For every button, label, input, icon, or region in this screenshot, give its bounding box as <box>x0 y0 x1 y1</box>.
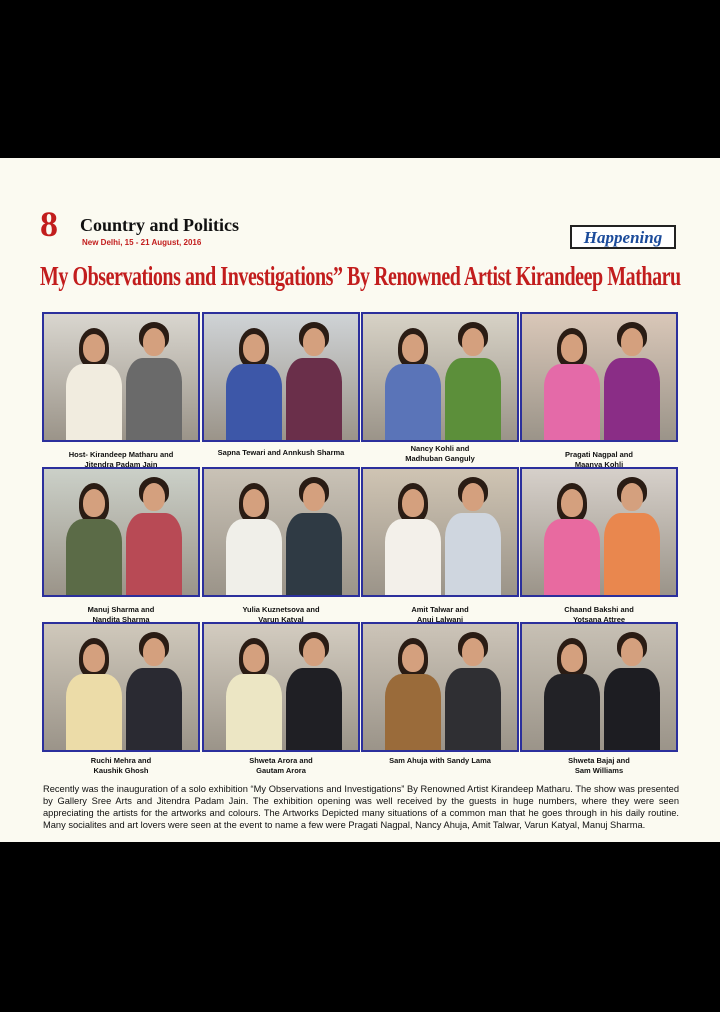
person-silhouette <box>66 473 122 595</box>
caption-line: Jitendra Padam Jain <box>84 460 158 469</box>
person-silhouette <box>604 318 660 440</box>
caption-line: Pragati Nagpal and <box>565 450 633 459</box>
person-silhouette <box>604 628 660 750</box>
person-silhouette <box>544 628 600 750</box>
caption-line: Shweta Arora and <box>249 756 313 765</box>
event-photo <box>42 312 200 442</box>
caption-line: Sapna Tewari and Annkush Sharma <box>217 448 345 457</box>
newspaper-page <box>0 158 720 842</box>
person-silhouette <box>226 318 282 440</box>
person-silhouette <box>544 473 600 595</box>
person-silhouette <box>385 318 441 440</box>
event-photo <box>42 622 200 752</box>
event-photo <box>42 467 200 597</box>
person-silhouette <box>286 473 342 595</box>
person-silhouette <box>604 473 660 595</box>
photo-caption <box>42 756 200 776</box>
photo-caption <box>520 756 678 776</box>
person-silhouette <box>544 318 600 440</box>
person-silhouette <box>226 628 282 750</box>
caption-line: Chaand Bakshi and <box>564 605 634 614</box>
photo-caption <box>202 448 360 458</box>
person-silhouette <box>126 628 182 750</box>
person-silhouette <box>226 473 282 595</box>
caption-line: Anuj Lalwani <box>416 615 464 624</box>
section-tag-label: Happening <box>583 228 663 247</box>
photo-caption <box>202 756 360 776</box>
person-silhouette <box>286 628 342 750</box>
event-photo <box>361 312 519 442</box>
event-photo <box>361 467 519 597</box>
event-photo <box>202 622 360 752</box>
photo-caption <box>361 444 519 464</box>
caption-line: Amit Talwar and <box>411 605 469 614</box>
caption-line: Host- Kirandeep Matharu and <box>68 450 174 459</box>
caption-line: Madhuban Ganguly <box>405 454 475 463</box>
person-silhouette <box>445 473 501 595</box>
caption-line: Gautam Arora <box>256 766 306 775</box>
caption-line: Nandita Sharma <box>92 615 150 624</box>
caption-line: Varun Katyal <box>258 615 304 624</box>
caption-line: Nancy Kohli and <box>410 444 470 453</box>
event-photo <box>361 622 519 752</box>
headline: My Observations and Investigations” By Renowned Artist Kirandeep Matharu <box>40 261 681 291</box>
caption-line: Kaushik Ghosh <box>93 766 149 775</box>
caption-line: Sam Williams <box>574 766 624 775</box>
event-photo <box>520 467 678 597</box>
person-silhouette <box>66 628 122 750</box>
event-photo <box>202 467 360 597</box>
person-silhouette <box>286 318 342 440</box>
caption-line: Shweta Bajaj and <box>568 756 630 765</box>
caption-line: Yotsana Attree <box>572 615 626 624</box>
section-tag <box>570 225 676 249</box>
caption-line: Yulia Kuznetsova and <box>242 605 320 614</box>
caption-line: Manuj Sharma and <box>87 605 155 614</box>
person-silhouette <box>126 473 182 595</box>
caption-line: Ruchi Mehra and <box>90 756 152 765</box>
person-silhouette <box>126 318 182 440</box>
event-photo <box>520 622 678 752</box>
person-silhouette <box>385 628 441 750</box>
section-title: Country and Politics <box>80 215 240 235</box>
article-body: Recently was the inauguration of a solo exhibition “My Observations and Investigations” By Renowned Artist Kirandeep Matharu. The show was presented by Gallery Sree Arts and Jitendra Padam Jain. The exhibition opening was well received by the guests in huge numbers, where they were seen appreciating the artists for the artworks and colours. The Artworks Depicted many situations of a common man that he goes through in his daily routine. Many socialites and art lovers were seen at the event to name a few were Pragati Nagpal, Nancy Ahuja, Amit Talwar, Varun Katyal, Manuj Sharma. <box>43 784 679 830</box>
caption-line: Sam Ahuja with Sandy Lama <box>389 756 491 765</box>
person-silhouette <box>385 473 441 595</box>
person-silhouette <box>445 318 501 440</box>
photo-caption <box>361 756 519 766</box>
event-photo <box>520 312 678 442</box>
dateline: New Delhi, 15 - 21 August, 2016 <box>82 238 202 247</box>
page-number: 8 <box>40 204 58 244</box>
caption-line: Maanya Kohli <box>574 460 624 469</box>
event-photo <box>202 312 360 442</box>
person-silhouette <box>66 318 122 440</box>
person-silhouette <box>445 628 501 750</box>
